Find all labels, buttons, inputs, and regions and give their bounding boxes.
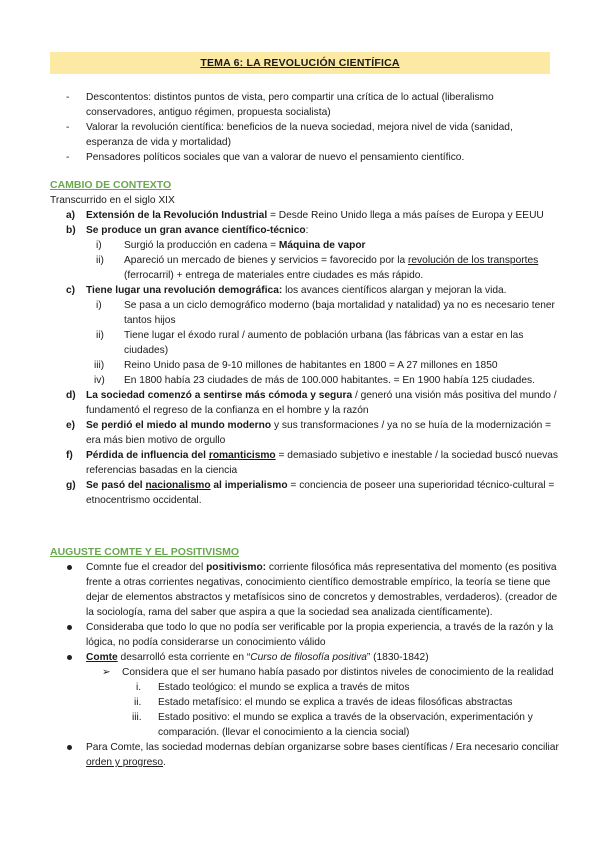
list-item: Para Comte, las sociedad modernas debían organizarse sobre bases científicas / Era necesario conciliar orden y progreso.: [50, 740, 560, 770]
sub-sub-item: ii. Estado metafísico: el mundo se explica a través de ideas filosóficas abstractas: [134, 697, 513, 708]
list-item-d: d) La sociedad comenzó a sentirse más cómoda y segura / generó una visión más positiva del mundo / fundamentó el regreso de la confianza en el hombre y la razón: [66, 390, 557, 416]
sub-item: ➢ Considera que el ser humano había pasado por distintos niveles de conocimiento de la realidad: [102, 667, 554, 678]
intro-list: [50, 90, 560, 165]
title-banner: [50, 52, 550, 74]
bullet-icon: [67, 625, 72, 630]
list-item-c: c) Tiene lugar una revolución demográfica: los avances científicos alargan y mejoran la vida.: [66, 285, 507, 296]
section-heading: AUGUSTE COMTE Y EL POSITIVISMO: [50, 546, 240, 558]
bullet-icon: [67, 565, 72, 570]
list-item: - Descontentos: distintos puntos de vista, pero compartir una crítica de lo actual (liberalismo conservadores, antiguo régimen, propuesta socialista): [66, 92, 494, 118]
arrow-bullet-icon: ➢: [102, 667, 111, 678]
section-contexto: [50, 178, 560, 508]
sub-item: i) Se pasa a un ciclo demográfico moderno (baja mortalidad y natalidad) ya no es necesario tener tantos hijos: [96, 300, 555, 326]
sub-sub-item: iii. Estado positivo: el mundo se explica a través de la observación, experimentación y comparación. (llevar el conocimiento a la ciencia social): [132, 712, 533, 738]
section-subtitle: Transcurrido en el siglo XIX: [50, 195, 175, 206]
list-item-e: e) Se perdió el miedo al mundo moderno y sus transformaciones / ya no se huía de la modernización = era más bien motivo de orgullo: [66, 420, 552, 446]
list-item: - Pensadores políticos sociales que van a valorar de nuevo el pensamiento científico.: [66, 152, 465, 163]
list-item-f: f) Pérdida de influencia del romanticismo = demasiado subjetivo e inestable / la sociedad buscó nuevas referencias basadas en la ciencia: [66, 450, 558, 476]
bullet-icon: [67, 655, 72, 660]
list-item-a: a) Extensión de la Revolución Industrial = Desde Reino Unido llega a más países de Europa y EEUU: [66, 210, 544, 221]
list-item: - Valorar la revolución científica: beneficios de la nueva sociedad, mejora nivel de vida (sanidad, esperanza de vida y mortalidad): [66, 122, 513, 148]
list-item-g: g) Se pasó del nacionalismo al imperialismo = conciencia de poseer una superioridad técnico-cultural = etnocentrismo occidental.: [66, 480, 555, 506]
list-item: Comnte fue el creador del positivismo: corriente filosófica más representativa del momento (es positiva frente a otras corrientes negativas, conocimiento científico demostrable empírico, la teoría se tiene que dejar de elementos abstractos y metafísicos sino de concretos y demostrables, verdaderos). (creador de la sociología, rama del saber que aspira a que la sociedad sea analizada científicamente).: [50, 560, 560, 620]
list-item: Consideraba que todo lo que no podía ser verificable por la propia experiencia, a través de la razón y la lógica, no podía considerarse un conocimiento válido: [50, 620, 560, 650]
list-item: Comte desarrolló esta corriente en “Curso de filosofía positiva” (1830-1842): [50, 650, 560, 665]
sub-item: ii) Tiene lugar el éxodo rural / aumento de población urbana (las fábricas van a estar en las ciudades): [96, 330, 524, 356]
page-title: TEMA 6: LA REVOLUCIÓN CIENTÍFICA: [200, 57, 400, 69]
sub-item: iii) Reino Unido pasa de 9-10 millones de habitantes en 1800 = A 27 millones en 1850: [94, 360, 498, 371]
list-item-b: b) Se produce un gran avance científico-técnico:: [66, 225, 309, 236]
sub-item: iv) En 1800 había 23 ciudades de más de 100.000 habitantes. = En 1900 había 125 ciudades.: [94, 375, 535, 386]
bullet-icon: [67, 745, 72, 750]
sub-sub-item: i. Estado teológico: el mundo se explica a través de mitos: [136, 682, 410, 693]
section-comte: [50, 545, 560, 770]
sub-item: ii) Apareció un mercado de bienes y servicios = favorecido por la revolución de los transportes (ferrocarril) + entrega de materiales entre ciudades es más rápido.: [96, 255, 539, 281]
sub-item: i) Surgió la producción en cadena = Máquina de vapor: [96, 240, 366, 251]
section-heading: CAMBIO DE CONTEXTO: [50, 179, 172, 191]
